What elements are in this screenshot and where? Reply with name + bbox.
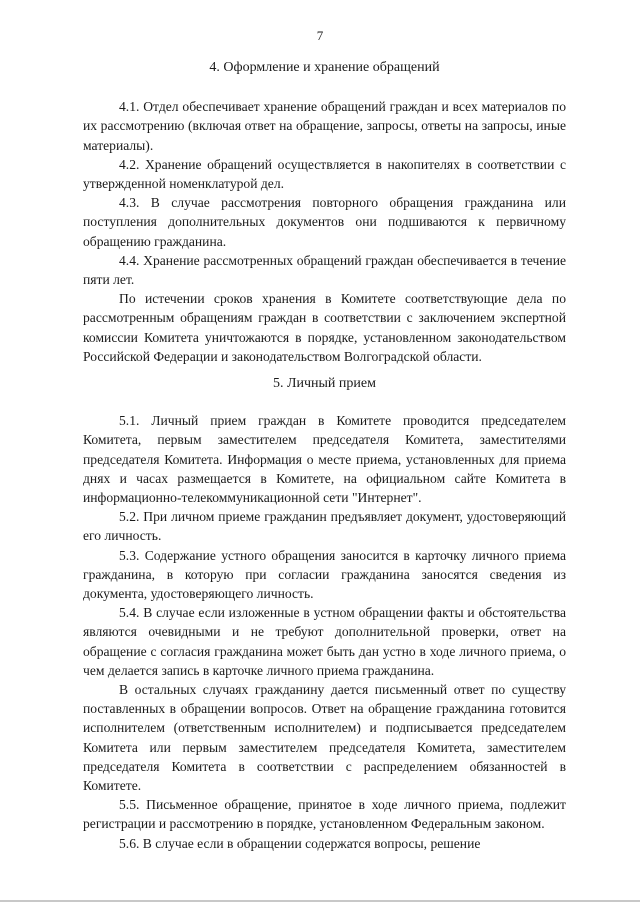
page-number: 7 (316, 28, 324, 43)
section-5 (83, 374, 566, 853)
paragraph-5-1: 5.1. Личный прием граждан в Комитете проводится председателем Комитета, первым заместителем председателя Комитета, заместителями председателя Комитета. Информация о месте приема, установленных для приема днях и часах размещается в Комитете, на официальном сайте Комитета в информационно-телекоммуникационной сети "Интернет". (83, 413, 566, 506)
paragraph-5-2: 5.2. При личном приеме гражданин предъявляет документ, удостоверяющий его личность. (83, 509, 566, 544)
paragraph-4-4-continued: По истечении сроков хранения в Комитете соответствующие дела по рассмотренным обращениям граждан в соответствии с заключением экспертной комиссии Комитета уничтожаются в порядке, установленном законодательством Российской Федерации и законодательством Волгоградской области. (83, 291, 566, 364)
paragraph-4-1: 4.1. Отдел обеспечивает хранение обращений граждан и всех материалов по их рассмотрению (включая ответ на обращение, запросы, ответы на запросы, иные материалы). (83, 99, 566, 153)
scan-bottom-edge (0, 900, 640, 902)
paragraph-5-4: 5.4. В случае если изложенные в устном обращении факты и обстоятельства являются очевидными и не требуют дополнительной проверки, ответ на обращение с согласия гражданина может быть дан устно в ходе личного приема, о чем делается запись в карточке личного приема гражданина. (83, 605, 566, 678)
paragraph-4-3: 4.3. В случае рассмотрения повторного обращения гражданина или поступления дополнительных документов они подшиваются к первичному обращению гражданина. (83, 195, 566, 249)
paragraph-4-4: 4.4. Хранение рассмотренных обращений граждан обеспечивается в течение пяти лет. (83, 252, 566, 288)
paragraph-5-3: 5.3. Содержание устного обращения заносится в карточку личного приема гражданина, в которую при согласии гражданина заносятся сведения из документа, удостоверяющего личность. (83, 547, 566, 602)
paragraph-5-5: 5.5. Письменное обращение, принятое в ходе личного приема, подлежит регистрации и рассмотрению в порядке, установленном Федеральным законом. (83, 797, 566, 832)
paragraph-4-2: 4.2. Хранение обращений осуществляется в накопителях в соответствии с утвержденной номенклатурой дел. (83, 156, 566, 192)
paragraph-5-4-continued: В остальных случаях гражданину дается письменный ответ по существу поставленных в обращении вопросов. Ответ на обращение гражданина готовится исполнителем (ответственным исполнителем) и подписывается председателем Комитета или первым заместителем председателя Комитета, заместителем председателя Комитета в соответствии с распределением обязанностей в Комитете. (83, 682, 566, 794)
section-4-heading: 4. Оформление и хранение обращений (209, 60, 440, 75)
paragraph-5-6: 5.6. В случае если в обращении содержатся вопросы, решение (119, 835, 481, 851)
section-4 (83, 58, 566, 366)
section-5-heading: 5. Личный прием (273, 376, 376, 391)
